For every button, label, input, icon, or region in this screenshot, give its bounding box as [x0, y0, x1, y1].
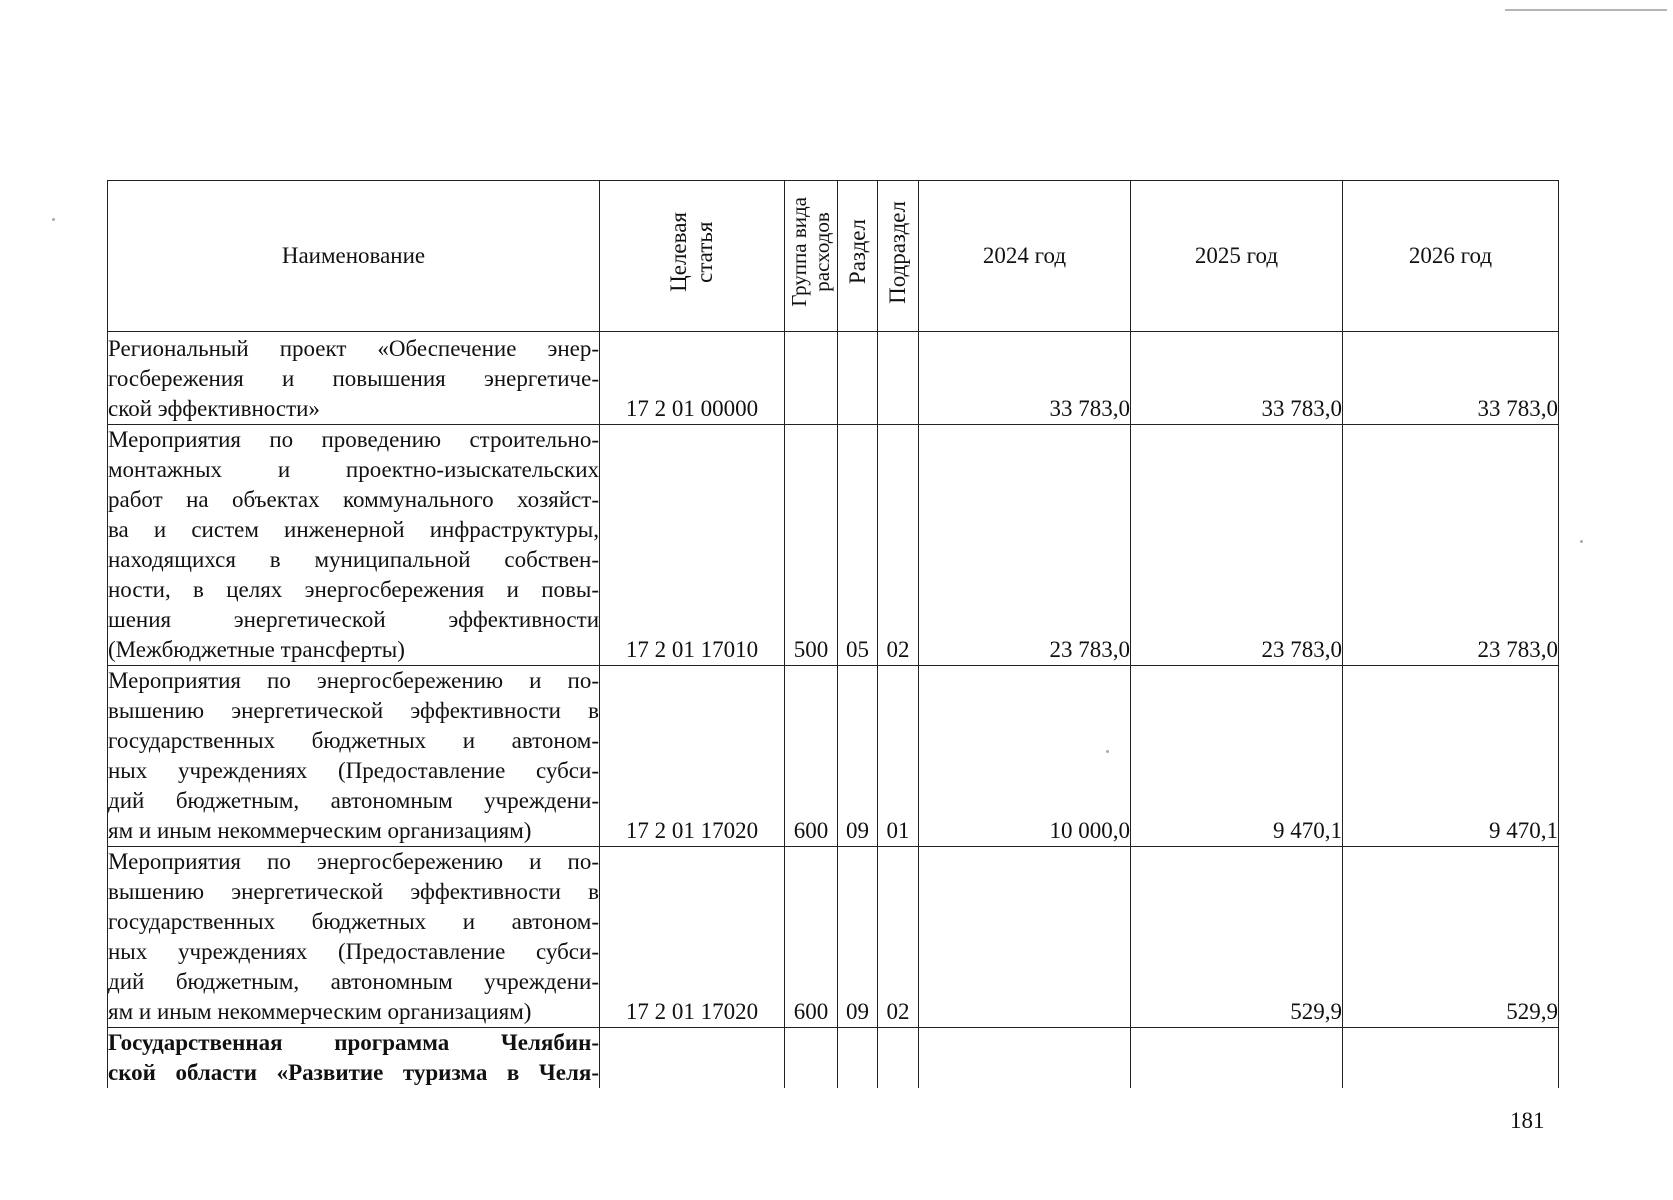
row-subsection: 02	[878, 847, 919, 1028]
header-target-article	[600, 181, 785, 332]
header-year-2026	[1343, 181, 1559, 332]
row-value-2024: 10 000,0	[919, 666, 1131, 847]
row-value-2024: 33 783,0	[919, 332, 1131, 425]
header-year-2026-label: 2026 год	[1408, 243, 1493, 268]
header-expense-group	[785, 181, 838, 332]
page-number: 181	[1510, 1108, 1545, 1133]
row-value-2025: 33 783,0	[1131, 332, 1343, 425]
row-expense-group	[785, 1028, 838, 1089]
scan-artifact-line	[1505, 9, 1667, 11]
row-value-2025: 529,9	[1131, 847, 1343, 1028]
row-value-2026: 9 470,1	[1343, 666, 1559, 847]
row-expense-group: 600	[785, 666, 838, 847]
row-value-2026: 33 783,0	[1343, 332, 1559, 425]
row-target-article: 17 2 01 17010	[600, 425, 785, 666]
row-section: 09	[838, 666, 878, 847]
row-subsection	[878, 332, 919, 425]
header-subsection-label: Подраздел	[885, 200, 910, 304]
row-section: 05	[838, 425, 878, 666]
row-value-2025: 23 783,0	[1131, 425, 1343, 666]
row-subsection: 02	[878, 425, 919, 666]
row-value-2026: 529,9	[1343, 847, 1559, 1028]
row-value-2026	[1343, 1028, 1559, 1089]
row-expense-group	[785, 332, 838, 425]
row-name: Мероприятия по энергосбережению и по- вышению энергетической эффективности в государственных бюджетных и автоном- ных учреждениях (Предоставление субси- дий бюджетным, автономным учреждени- ям и иным некоммерческим организациям)	[108, 666, 600, 847]
row-target-article: 17 2 01 17020	[600, 847, 785, 1028]
row-value-2025	[1131, 1028, 1343, 1089]
header-section	[838, 181, 878, 332]
row-subsection	[878, 1028, 919, 1089]
row-target-article: 17 2 01 00000	[600, 332, 785, 425]
header-year-2024	[919, 181, 1131, 332]
table-row	[108, 847, 1559, 1028]
row-value-2025: 9 470,1	[1131, 666, 1343, 847]
header-name-label: Наименование	[281, 243, 426, 268]
table-row	[108, 666, 1559, 847]
header-year-2025-label: 2025 год	[1194, 243, 1279, 268]
row-section: 09	[838, 847, 878, 1028]
row-value-2026: 23 783,0	[1343, 425, 1559, 666]
budget-table	[107, 180, 1559, 1088]
row-subsection: 01	[878, 666, 919, 847]
row-target-article	[600, 1028, 785, 1089]
table-row	[108, 1028, 1559, 1089]
header-name	[108, 181, 600, 332]
scan-speck	[52, 218, 55, 221]
header-subsection	[878, 181, 919, 332]
row-name: Мероприятия по проведению строительно- монтажных и проектно-изыскательских работ на объектах коммунального хозяйст- ва и систем инженерной инфраструктуры, находящихся в муниципальной собствен- ности, в целях энергосбережения и повы- шения энергетической эффективности (Межбюджетные трансферты)	[108, 425, 600, 666]
row-name: Государственная программа Челябин- ской области «Развитие туризма в Челя-	[108, 1028, 600, 1089]
row-expense-group: 600	[785, 847, 838, 1028]
header-section-label: Раздел	[844, 219, 870, 285]
header-year-2024-label: 2024 год	[982, 243, 1067, 268]
row-section	[838, 332, 878, 425]
header-expense-group-label: Группа вида расходов	[787, 197, 834, 307]
row-section	[838, 1028, 878, 1089]
scan-speck	[1580, 540, 1583, 543]
row-value-2024	[919, 1028, 1131, 1089]
row-name: Региональный проект «Обеспечение энер- госбережения и повышения энергетиче- ской эффективности»	[108, 332, 600, 425]
header-target-article-label: Целевая статья	[666, 212, 717, 292]
table-row	[108, 332, 1559, 425]
row-expense-group: 500	[785, 425, 838, 666]
row-target-article: 17 2 01 17020	[600, 666, 785, 847]
table-row	[108, 425, 1559, 666]
table-header-row	[108, 181, 1559, 332]
row-value-2024	[919, 847, 1131, 1028]
header-year-2025	[1131, 181, 1343, 332]
row-value-2024: 23 783,0	[919, 425, 1131, 666]
row-name: Мероприятия по энергосбережению и по- вышению энергетической эффективности в государственных бюджетных и автоном- ных учреждениях (Предоставление субси- дий бюджетным, автономным учреждени- ям и иным некоммерческим организациям)	[108, 847, 600, 1028]
